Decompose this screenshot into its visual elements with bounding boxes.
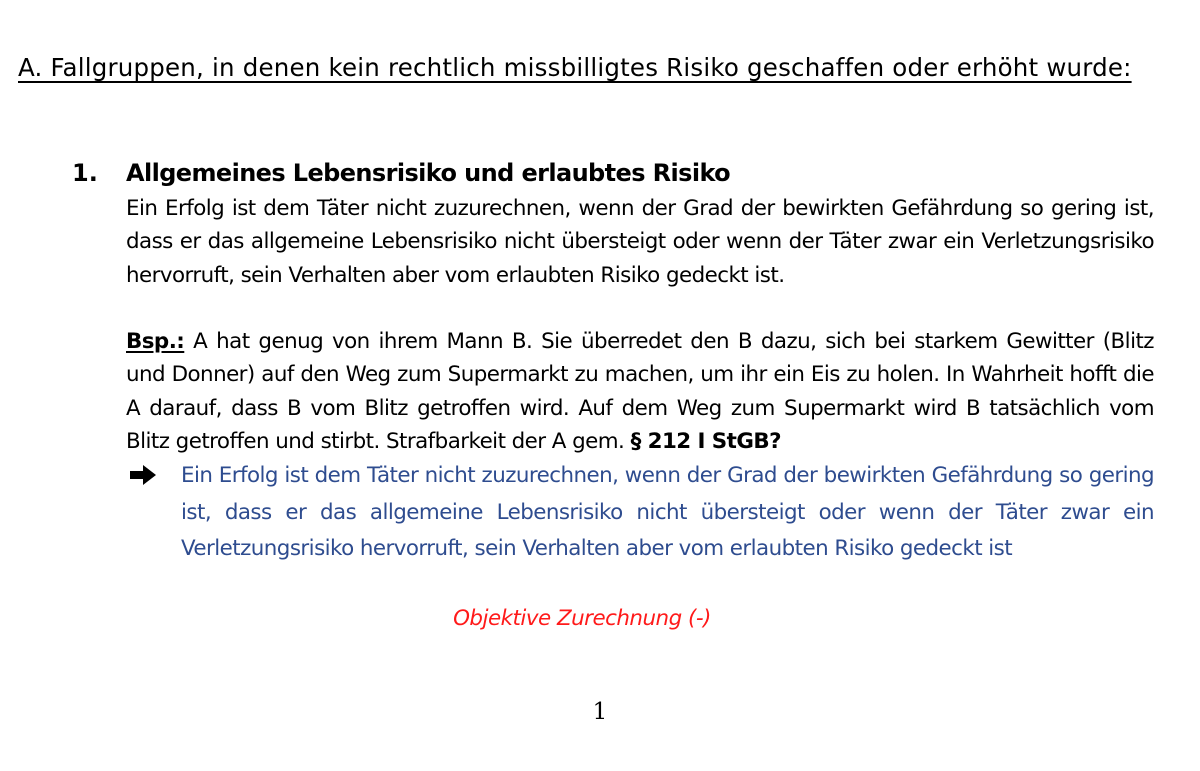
conclusion-text: Ein Erfolg ist dem Täter nicht zuzurechnen, wenn der Grad der bewirkten Gefährdung so gering ist, dass er das allgemeine Lebensrisiko nicht übersteigt oder wenn der Täter zwar ein Verletzungsrisiko hervorruft, sein Verhalten aber vom erlaubten Risiko gedeckt ist	[181, 463, 1154, 562]
example-text: A hat genug von ihrem Mann B. Sie überredet den B dazu, sich bei starkem Gewitter (Blitz und Donner) auf den Weg zum Supermarkt zu machen, um ihr ein Eis zu holen. In Wahrheit hofft die A darauf, dass B vom Blitz getroffen wird. Auf dem Weg zum Supermarkt wird B tatsächlich vom Blitz getroffen und stirbt. Strafbarkeit der A gem.	[126, 329, 1154, 454]
definition-paragraph: Ein Erfolg ist dem Täter nicht zuzurechnen, wenn der Grad der bewirkten Gefährdung so gering ist, dass er das allgemeine Lebensrisiko nicht übersteigt oder wenn der Täter zwar ein Verletzungsrisiko hervorruft, sein Verhalten aber vom erlaubten Risiko gedeckt ist.	[126, 196, 1154, 288]
example-label: Bsp.:	[126, 329, 185, 354]
section-title: Allgemeines Lebensrisiko und erlaubtes Risiko	[126, 159, 731, 187]
result-text: Objektive Zurechnung (-)	[453, 606, 711, 631]
arrow-right-icon	[128, 460, 158, 490]
page-number: 1	[592, 699, 608, 725]
chapter-heading: A. Fallgruppen, in denen kein rechtlich missbilligtes Risiko geschaffen oder erhöht wurde:	[18, 53, 1132, 82]
example-paragraph	[126, 325, 1154, 458]
section-number: 1.	[72, 159, 98, 187]
law-reference: § 212 I StGB?	[630, 428, 781, 454]
